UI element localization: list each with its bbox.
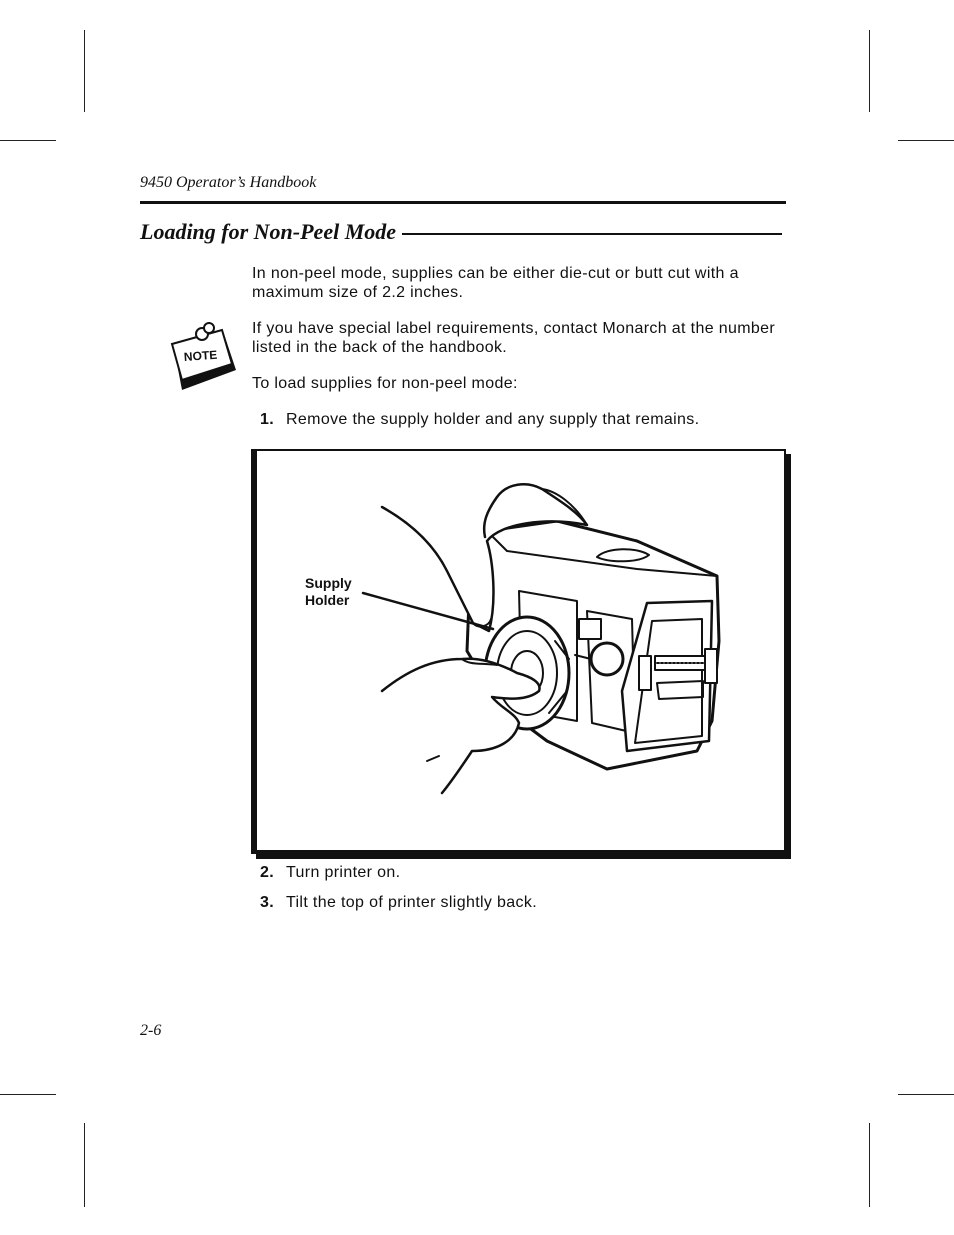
callout-line-1: Supply [305,575,352,591]
step-text: Turn printer on. [286,864,401,881]
step-text: Remove the supply holder and any supply that remains. [286,411,700,428]
step-text: Tilt the top of printer slightly back. [286,894,538,911]
lower-hand [382,659,540,793]
crop-mark [0,1094,56,1095]
intro-paragraph: In non-peel mode, supplies can be either die-cut or butt cut with a maximum size of 2.2 inches. [252,265,739,301]
step-item [260,410,800,429]
page-number: 2-6 [140,1022,162,1039]
figure-frame [251,449,786,854]
title-rule [402,233,782,235]
crop-mark [0,140,56,141]
figure-callout [305,575,352,609]
printer-knob [591,643,623,675]
note-icon [168,318,242,397]
crop-mark [898,1094,954,1095]
note-icon-label: NOTE [183,347,218,364]
step-item [260,893,800,912]
section-title [140,219,782,245]
crop-mark [84,30,85,112]
step-number: 1. [260,411,275,428]
callout-line-2: Holder [305,592,350,608]
step-number: 3. [260,894,275,911]
header-rule [140,201,786,204]
section-title-text: Loading for Non-Peel Mode [140,219,397,244]
step-number: 2. [260,864,275,881]
crop-mark [898,140,954,141]
crop-mark [84,1123,85,1207]
printer-illustration [257,451,784,850]
note-paragraph: If you have special label requirements, contact Monarch at the number listed in the back of the handbook. [252,320,776,356]
crop-mark [869,1123,870,1207]
crop-mark [869,30,870,112]
lead-in-paragraph: To load supplies for non-peel mode: [252,375,518,392]
step-item [260,863,800,882]
running-head: 9450 Operator’s Handbook [140,174,317,191]
